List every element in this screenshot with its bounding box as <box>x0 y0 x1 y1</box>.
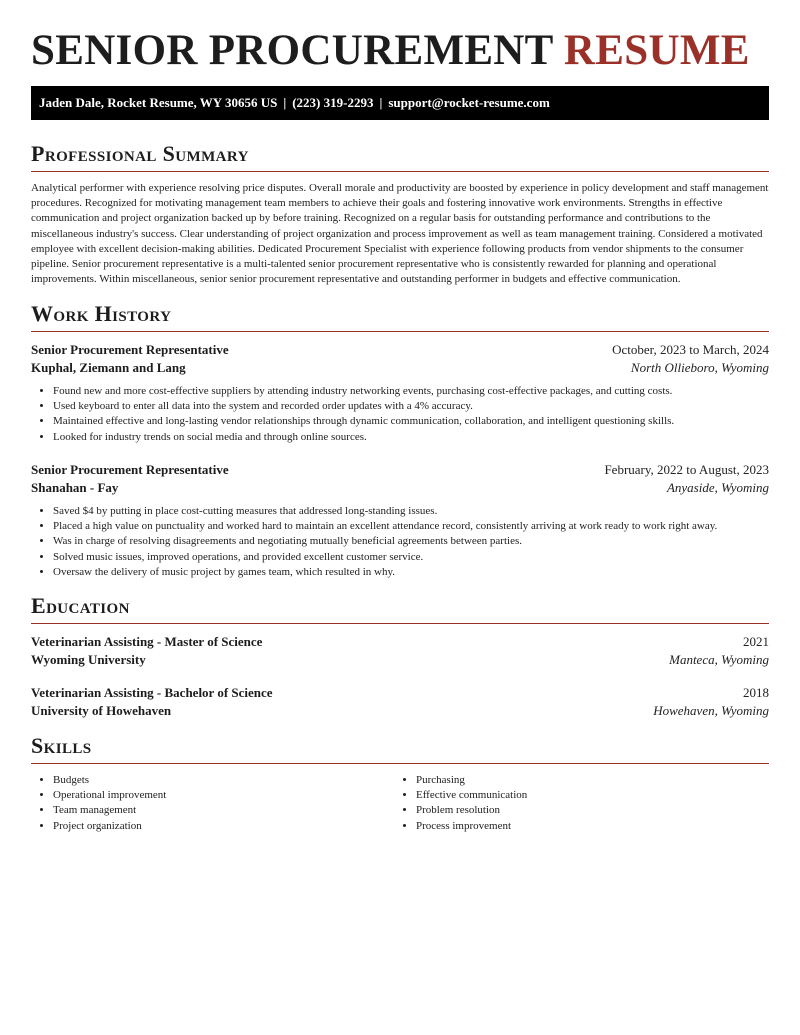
education-degree: Veterinarian Assisting - Master of Science <box>31 634 263 649</box>
list-item: • Saved $4 by putting in place cost-cutting measures that addressed long-standing issues. <box>53 504 769 519</box>
education-school: Wyoming University <box>31 652 146 667</box>
contact-address: Jaden Dale, Rocket Resume, WY 30656 US <box>39 95 278 110</box>
education-degree-row <box>31 684 769 702</box>
job-title: Senior Procurement Representative <box>31 342 229 357</box>
skills-list-left <box>31 773 371 834</box>
job-company-row <box>31 479 769 497</box>
job-dates: October, 2023 to March, 2024 <box>612 342 769 357</box>
skill-item: • Effective communication <box>416 788 734 803</box>
skill-item: • Budgets <box>53 773 371 788</box>
skill-item: • Operational improvement <box>53 788 371 803</box>
list-item: • Looked for industry trends on social media and through online sources. <box>53 430 769 445</box>
contact-email[interactable]: support@rocket-resume.com <box>388 95 550 110</box>
list-item: • Placed a high value on punctuality and worked hard to maintain an excellent attendance record, consistently arriving at work ready to work right away. <box>53 519 769 534</box>
education-year: 2018 <box>743 685 769 700</box>
education-heading: Education <box>31 592 769 624</box>
job-title-row <box>31 341 769 359</box>
job-location: North Ollieboro, Wyoming <box>630 360 769 375</box>
skills-list-right <box>394 773 734 834</box>
education-location: Manteca, Wyoming <box>669 652 769 667</box>
education-year: 2021 <box>743 634 769 649</box>
education-location: Howehaven, Wyoming <box>653 703 769 718</box>
work-history-heading: Work History <box>31 300 769 332</box>
contact-phone[interactable]: (223) 319-2293 <box>292 95 374 110</box>
education-school: University of Howehaven <box>31 703 172 718</box>
contact-separator: | <box>379 95 383 110</box>
list-item: • Maintained effective and long-lasting vendor relationships through dynamic communication, collaboration, and intelligent questioning skills. <box>53 414 769 429</box>
job-company: Shanahan - Fay <box>31 480 119 495</box>
job-dates: February, 2022 to August, 2023 <box>604 462 769 477</box>
summary-heading: Professional Summary <box>31 140 769 172</box>
list-item: • Oversaw the delivery of music project by games team, which resulted in why. <box>53 565 769 580</box>
job-location: Anyaside, Wyoming <box>666 480 769 495</box>
job-bullets <box>31 504 769 580</box>
title-accent: RESUME <box>563 27 750 74</box>
job-company-row <box>31 359 769 377</box>
contact-bar <box>31 86 769 120</box>
skill-item: • Purchasing <box>416 773 734 788</box>
resume-title <box>31 24 750 78</box>
skill-item: • Project organization <box>53 819 371 834</box>
education-school-row <box>31 702 769 720</box>
title-main: SENIOR PROCUREMENT <box>31 27 564 74</box>
skill-item: • Team management <box>53 803 371 818</box>
education-degree: Veterinarian Assisting - Bachelor of Science <box>31 685 273 700</box>
job-company: Kuphal, Ziemann and Lang <box>31 360 186 375</box>
education-degree-row <box>31 633 769 651</box>
summary-text: Analytical performer with experience resolving price disputes. Overall morale and productivity are boosted by experience in policy development and staff management procedures. Recognized for motivating management team members to achieve their goals and fostering innovative work environments. Strengths in effective communication and project organization backed up by before training. Recognized on a regular basis for outstanding performance and contributions to the miscellaneous industry's success. Clear understanding of project organization and process improvement as well as team management training. Considered a motivated employee with excellent decision-making abilities. Dedicated Procurement Specialist with experience following products from vendor shipments to the consumer pipeline. Senior procurement representative is a multi-talented senior procurement representative who is consistently rewarded for planning and operational improvements. Within miscellaneous, senior senior procurement representative and outstanding performer in budgets and effective communication. <box>31 182 769 286</box>
list-item: • Used keyboard to enter all data into the system and recorded order updates with a 4% accuracy. <box>53 399 769 414</box>
skill-item: • Problem resolution <box>416 803 734 818</box>
skills-heading: Skills <box>31 732 769 764</box>
list-item: • Was in charge of resolving disagreements and negotiating mutually beneficial agreements between parties. <box>53 534 769 549</box>
list-item: • Found new and more cost-effective suppliers by attending industry networking events, purchasing cost-effective packages, and cutting costs. <box>53 384 769 399</box>
list-item: • Solved music issues, improved operations, and provided excellent customer service. <box>53 550 769 565</box>
job-title: Senior Procurement Representative <box>31 462 229 477</box>
job-title-row <box>31 461 769 479</box>
contact-separator: | <box>283 95 287 110</box>
education-school-row <box>31 651 769 669</box>
skill-item: • Process improvement <box>416 819 734 834</box>
job-bullets <box>31 384 769 445</box>
